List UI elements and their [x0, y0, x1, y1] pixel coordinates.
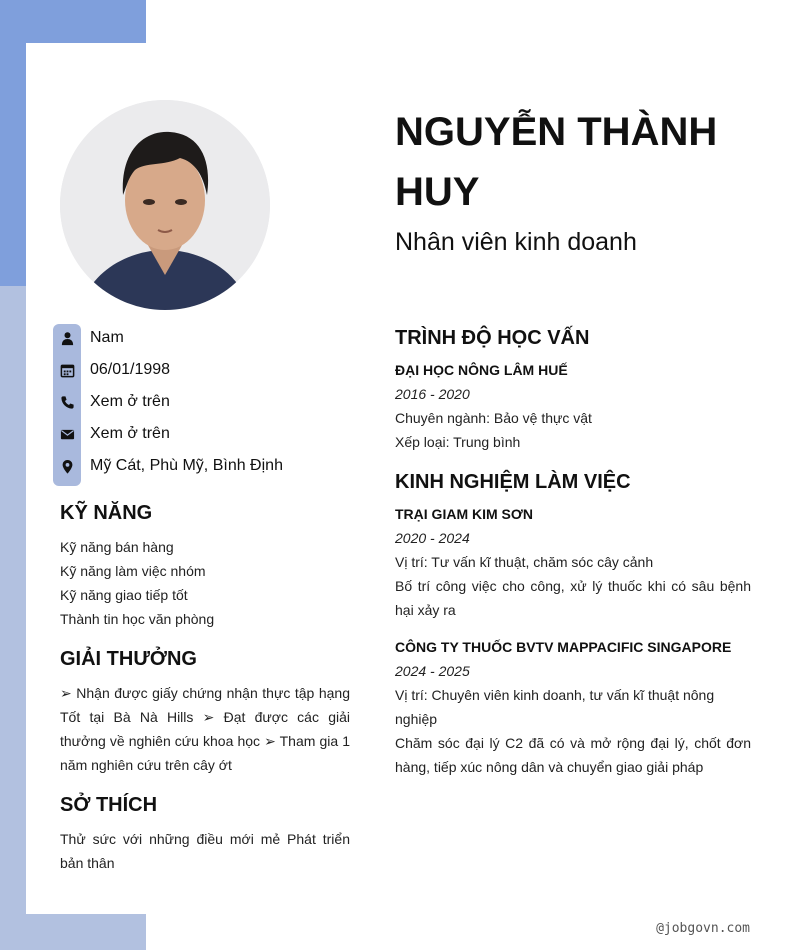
profile-photo [60, 100, 270, 310]
job-position: Vị trí: Chuyên viên kinh doanh, tư vấn kĩ thuật nông nghiệp [395, 687, 715, 727]
address-value: Mỹ Cát, Phù Mỹ, Bình Định [90, 457, 283, 474]
contact-email [53, 418, 373, 450]
location-pin-icon [53, 450, 81, 482]
company-name: TRẠI GIAM KIM SƠN [395, 506, 533, 522]
contact-phone [53, 386, 373, 418]
contact-gender [53, 322, 373, 354]
education-entry [395, 358, 751, 454]
job-position: Vị trí: Tư vấn kĩ thuật, chăm sóc cây cảnh [395, 554, 654, 570]
experience-entry [395, 502, 751, 622]
watermark: @jobgovn.com [656, 921, 750, 936]
candidate-name: NGUYỄN THÀNH HUY [395, 110, 718, 214]
birthdate-value: 06/01/1998 [90, 361, 171, 378]
contact-address [53, 450, 373, 482]
job-title: Nhân viên kinh doanh [395, 228, 637, 256]
contact-info [53, 322, 373, 482]
company-name: CÔNG TY THUỐC BVTV MAPPACIFIC SINGAPORE [395, 639, 732, 655]
education-period: 2016 - 2020 [395, 386, 470, 402]
job-description: Chăm sóc đại lý C2 đã có và mở rộng đại lý, chốt đơn hàng, tiếp xúc nông dân và chuyển giao giải pháp [395, 735, 751, 775]
skill-item: Kỹ năng giao tiếp tốt [60, 587, 188, 603]
contact-birthdate [53, 354, 373, 386]
decorative-block-bottom [0, 914, 146, 950]
education-major: Chuyên ngành: Bảo vệ thực vật [395, 410, 592, 426]
phone-value: Xem ở trên [90, 393, 170, 410]
phone-icon [53, 386, 81, 418]
skill-item: Kỹ năng bán hàng [60, 539, 174, 555]
gender-value: Nam [90, 329, 124, 346]
email-value: Xem ở trên [90, 425, 170, 442]
hobbies-text: Thử sức với những điều mới mẻ Phát triển bản thân [60, 831, 350, 871]
education-grade: Xếp loại: Trung bình [395, 434, 521, 450]
job-period: 2024 - 2025 [395, 663, 470, 679]
awards-heading: GIẢI THƯỞNG [60, 648, 197, 670]
mail-icon [53, 418, 81, 450]
experience-entry [395, 635, 751, 779]
skills-list [60, 535, 350, 631]
skills-heading: KỸ NĂNG [60, 502, 153, 524]
person-icon [53, 322, 81, 354]
school-name: ĐẠI HỌC NÔNG LÂM HUẾ [395, 362, 568, 378]
hobbies-heading: SỞ THÍCH [60, 794, 158, 816]
awards-text: ➢ Nhận được giấy chứng nhận thực tập hạng Tốt tại Bà Nà Hills ➢ Đạt được các giải thưởng về nghiên cứu khoa học ➢ Tham gia 1 năm nghiên cứu trên cây ớt [60, 685, 350, 773]
skill-item: Kỹ năng làm việc nhóm [60, 563, 206, 579]
job-period: 2020 - 2024 [395, 530, 470, 546]
skill-item: Thành tin học văn phòng [60, 611, 215, 627]
decorative-strip-side [0, 286, 26, 950]
experience-heading: KINH NGHIỆM LÀM VIỆC [395, 471, 631, 493]
job-description: Bố trí công việc cho công, xử lý thuốc khi có sâu bệnh hại xảy ra [395, 578, 751, 618]
calendar-icon [53, 354, 81, 386]
education-heading: TRÌNH ĐỘ HỌC VẤN [395, 327, 590, 349]
